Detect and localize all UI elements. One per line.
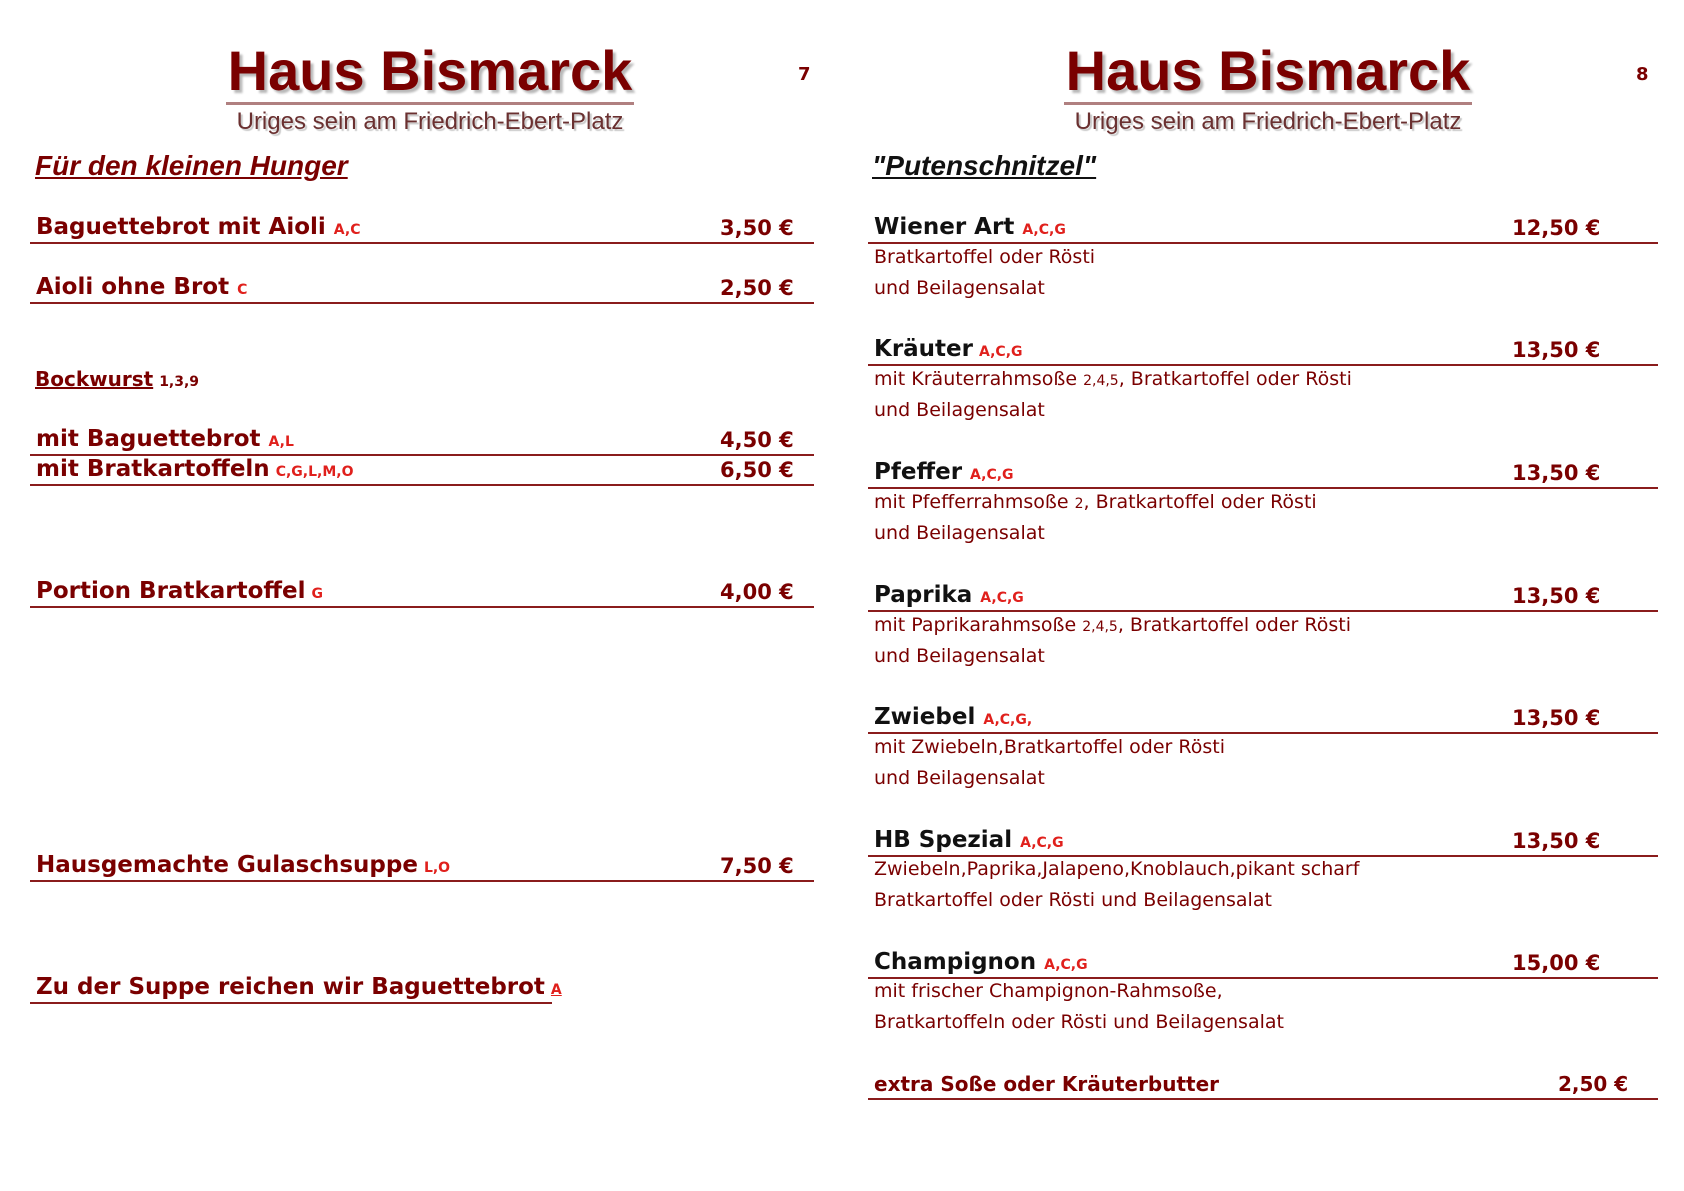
item-description: Zwiebeln,Paprika,Jalapeno,Knoblauch,pikant scharf [874,858,1360,880]
logo [1048,40,1488,137]
item-description: und Beilagensalat [874,277,1045,299]
item-allergens: A,C [333,222,361,238]
logo-title: Haus Bismarck [226,40,635,105]
item-description: mit frischer Champignon-Rahmsoße, [874,980,1223,1002]
menu-item [868,332,1658,366]
item-allergens: A [550,982,562,998]
logo [210,40,650,137]
menu-item [868,1066,1658,1100]
item-description: Bratkartoffel oder Rösti [874,246,1096,268]
item-price: 15,00 € [1512,951,1601,975]
item-allergens: C [237,282,248,298]
menu-item [868,700,1658,734]
item-name: Champignon [874,949,1037,975]
item-name: Pfeffer [874,459,963,485]
item-description: mit Zwiebeln,Bratkartoffel oder Rösti [874,736,1225,758]
item-name: Aioli ohne Brot [36,274,230,300]
item-allergens: A,C,G [970,467,1014,483]
item-allergens: A,C,G [1020,835,1064,851]
page-number: 8 [1636,64,1649,85]
item-name: Baguettebrot mit Aioli [36,214,326,240]
item-price: 2,50 € [720,276,794,300]
item-name: Paprika [874,582,973,608]
menu-item [30,208,814,244]
item-name: Kräuter [874,336,973,362]
item-allergens: A,C,G [1044,957,1088,973]
item-description: mit Pfefferrahmsoße 2, Bratkartoffel oder Rösti [874,491,1317,513]
menu-item [868,455,1658,489]
item-price: 4,50 € [720,428,794,452]
menu-item [868,578,1658,612]
item-price: 6,50 € [720,458,794,482]
item-price: 13,50 € [1512,829,1601,853]
item-description: und Beilagensalat [874,645,1045,667]
item-price: 13,50 € [1512,338,1601,362]
item-allergens: A,C,G [980,590,1024,606]
menu-item [30,456,814,486]
menu-item [868,945,1658,979]
item-name: extra Soße oder Kräuterbutter [874,1072,1220,1096]
item-allergens: A,L [268,434,294,450]
item-price: 7,50 € [720,854,794,878]
item-description: und Beilagensalat [874,399,1045,421]
item-name: Portion Bratkartoffel [36,578,306,604]
item-name: mit Bratkartoffeln [36,456,270,482]
menu-item [868,823,1658,857]
logo-subtitle: Uriges sein am Friedrich-Ebert-Platz [1074,108,1462,135]
section-title: Für den kleinen Hunger [35,150,348,181]
item-allergens: A,C,G [1022,222,1066,238]
item-price: 13,50 € [1512,461,1601,485]
menu-item [30,268,814,304]
menu-item [868,208,1658,244]
item-description: Bratkartoffel oder Rösti und Beilagensalat [874,889,1272,911]
item-price: 2,50 € [1558,1072,1629,1096]
item-name: mit Baguettebrot [36,426,261,452]
menu-item [30,574,814,608]
logo-title: Haus Bismarck [1064,40,1473,105]
item-price: 13,50 € [1512,584,1601,608]
item-allergens: A,C,G, [983,712,1033,728]
item-description: mit Paprikarahmsoße 2,4,5, Bratkartoffel oder Rösti [874,614,1351,636]
item-name: Zwiebel [874,704,976,730]
item-name: HB Spezial [874,827,1013,853]
item-price: 3,50 € [720,216,794,240]
page-number: 7 [798,64,811,85]
item-description: Bratkartoffeln oder Rösti und Beilagensalat [874,1011,1284,1033]
item-allergens: C,G,L,M,O [275,464,354,480]
menu-page-right [842,0,1684,1191]
item-description: mit Kräuterrahmsoße 2,4,5, Bratkartoffel oder Rösti [874,368,1352,390]
item-price: 4,00 € [720,580,794,604]
item-allergens: 1,3,9 [159,374,200,390]
menu-item-heading [35,367,199,391]
note-text: Zu der Suppe reichen wir Baguettebrot [36,974,545,1000]
item-price: 13,50 € [1512,706,1601,730]
item-allergens: L,O [423,860,451,876]
item-allergens: G [311,586,324,602]
item-name: Hausgemachte Gulaschsuppe [36,852,418,878]
logo-subtitle: Uriges sein am Friedrich-Ebert-Platz [236,108,624,135]
menu-item [30,420,814,456]
item-price: 12,50 € [1512,216,1601,240]
section-title: "Putenschnitzel" [872,150,1097,181]
item-allergens: A,C,G [979,344,1023,360]
item-name: Bockwurst [35,367,154,391]
menu-note [30,970,562,1004]
item-name: Wiener Art [874,214,1015,240]
menu-item [30,848,814,882]
item-description: und Beilagensalat [874,767,1045,789]
item-description: und Beilagensalat [874,522,1045,544]
